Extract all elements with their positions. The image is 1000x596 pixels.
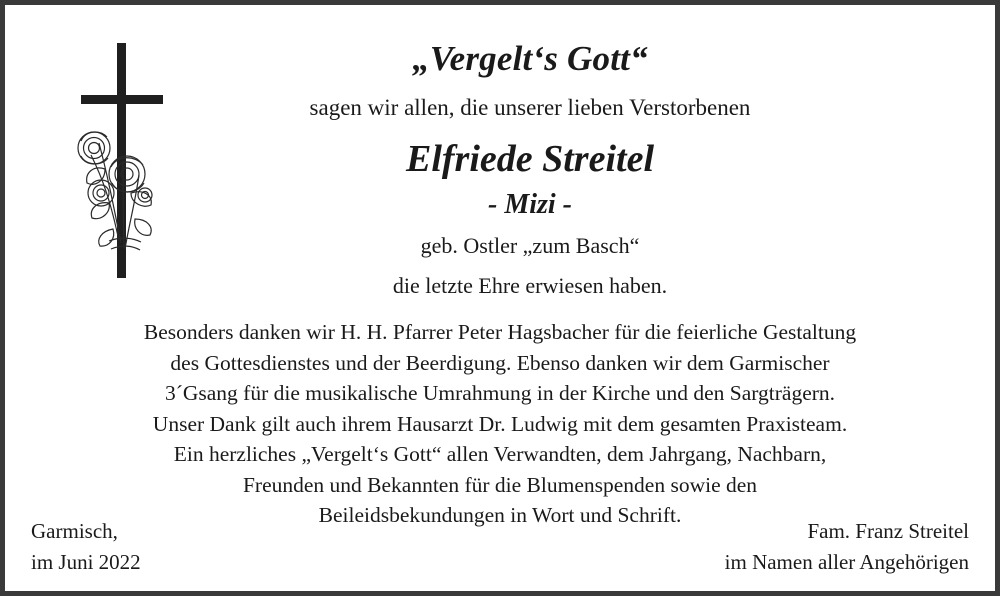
footer-on-behalf: im Namen aller Angehörigen <box>724 549 969 574</box>
thanks-line: Beileidsbekundungen in Wort und Schrift. <box>318 503 682 528</box>
thanks-line: Ein herzliches „Vergelt‘s Gott“ allen Verwandten, dem Jahrgang, Nachbarn, <box>173 442 827 467</box>
maiden-name: geb. Ostler „zum Basch“ <box>420 233 640 258</box>
footer-family <box>725 516 969 577</box>
subtitle-line: sagen wir allen, die unserer lieben Verstorbenen <box>309 95 751 120</box>
footer-family-name: Fam. Franz Streitel <box>807 519 969 544</box>
thanks-paragraph <box>31 317 969 531</box>
thanks-line: Besonders danken wir H. H. Pfarrer Peter Hagsbacher für die feierliche Gestaltung <box>143 320 857 344</box>
deceased-nickname: - Mizi - <box>488 189 572 220</box>
page-title: „Vergelt‘s Gott“ <box>412 39 648 78</box>
thanks-line: 3´Gsang für die musikalische Umrahmung in der Kirche und den Sargträgern. <box>164 381 836 406</box>
footer-date: im Juni 2022 <box>31 549 141 574</box>
thanks-line: Unser Dank gilt auch ihrem Hausarzt Dr. Ludwig mit dem gesamten Praxisteam. <box>152 411 848 436</box>
thanks-line: des Gottesdienstes und der Beerdigung. Ebenso danken wir dem Garmischer <box>170 350 830 375</box>
deceased-name: Elfriede Streitel <box>405 138 655 180</box>
footer <box>31 516 969 577</box>
honour-line: die letzte Ehre erwiesen haben. <box>392 273 668 298</box>
footer-place-date <box>31 516 141 577</box>
thanks-line: Freunden und Bekannten für die Blumenspenden sowie den <box>242 472 758 497</box>
footer-place: Garmisch, <box>31 519 118 544</box>
cross-with-roses-icon <box>61 43 191 278</box>
